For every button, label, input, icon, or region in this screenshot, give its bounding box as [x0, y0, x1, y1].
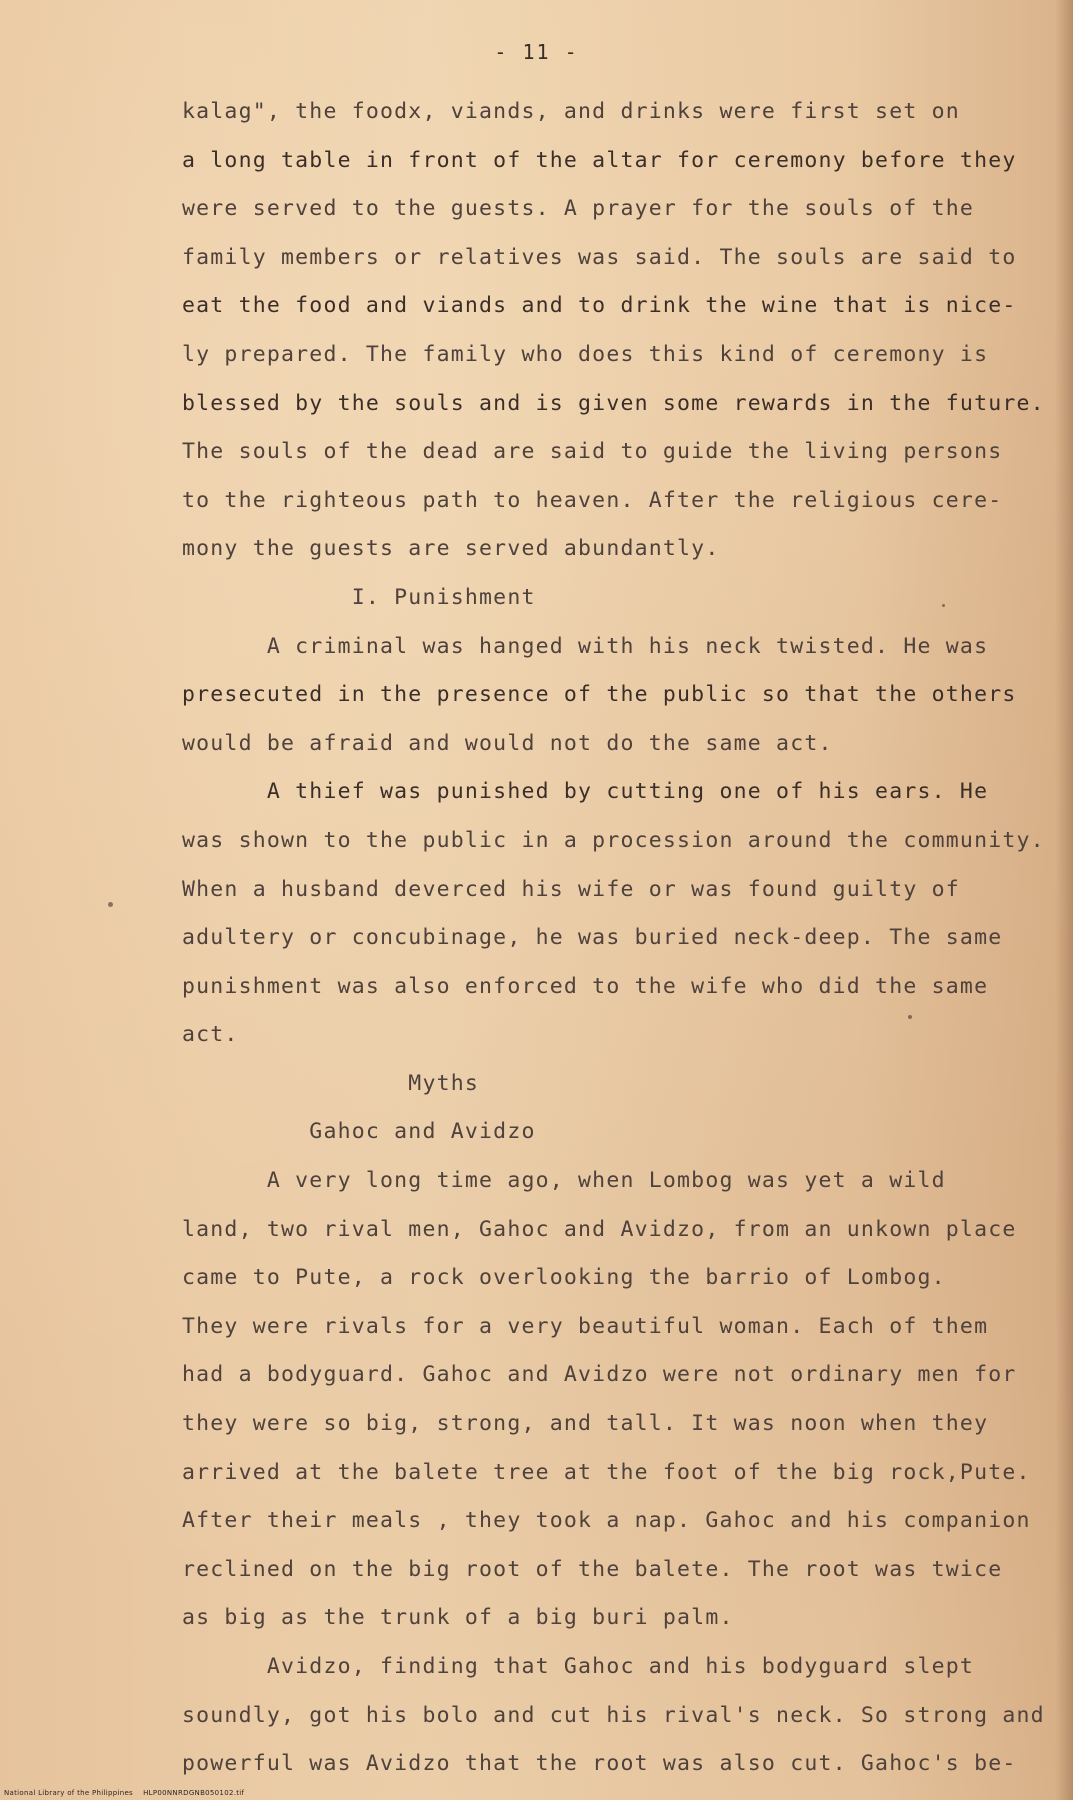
text-line: The souls of the dead are said to guide the living persons: [182, 439, 1003, 465]
section-heading-myths: Myths: [182, 1070, 480, 1096]
text-line: soundly, got his bolo and cut his rival's neck. So strong and: [182, 1702, 1045, 1728]
text-line: to the righteous path to heaven. After the religious cere-: [182, 487, 1003, 513]
story-title: Gahoc and Avidzo: [182, 1119, 536, 1145]
text-line: When a husband deverced his wife or was found guilty of: [182, 876, 960, 902]
text-line: were served to the guests. A prayer for the souls of the: [182, 196, 975, 222]
text-line: was shown to the public in a procession around the community.: [182, 827, 1045, 853]
paper-speck: [942, 604, 945, 607]
paper-speck: [908, 1015, 912, 1019]
text-line: would be afraid and would not do the same act.: [182, 730, 833, 756]
text-line: arrived at the balete tree at the foot of the big rock,Pute.: [182, 1459, 1031, 1485]
text-line: adultery or concubinage, he was buried neck-deep. The same: [182, 925, 1003, 951]
text-line: had a bodyguard. Gahoc and Avidzo were not ordinary men for: [182, 1362, 1017, 1388]
text-line: ly prepared. The family who does this kind of ceremony is: [182, 341, 989, 367]
text-line: mony the guests are served abundantly.: [182, 536, 720, 562]
text-line: powerful was Avidzo that the root was also cut. Gahoc's be-: [182, 1751, 1017, 1777]
paper-speck: [108, 902, 113, 907]
text-line: They were rivals for a very beautiful woman. Each of them: [182, 1313, 989, 1339]
text-line: act.: [182, 1022, 239, 1048]
text-line: Avidzo, finding that Gahoc and his bodyguard slept: [182, 1654, 975, 1679]
text-line: came to Pute, a rock overlooking the barrio of Lombog.: [182, 1265, 946, 1291]
text-line: reclined on the big root of the balete. The root was twice: [182, 1556, 1003, 1582]
page-edge-shadow: [1055, 0, 1073, 1800]
text-line: presecuted in the presence of the public so that the others: [182, 682, 1017, 708]
text-line: kalag", the foodx, viands, and drinks were first set on: [182, 99, 960, 124]
section-heading-punishment: I. Punishment: [182, 584, 536, 610]
text-line: After their meals , they took a nap. Gahoc and his companion: [182, 1508, 1031, 1534]
text-line: eat the food and viands and to drink the wine that is nice-: [182, 293, 1017, 319]
text-line: as big as the trunk of a big buri palm.: [182, 1605, 734, 1631]
text-line: a long table in front of the altar for ceremony before they: [182, 147, 1017, 173]
page-number: - 11 -: [494, 40, 579, 64]
text-line: punishment was also enforced to the wife who did the same: [182, 973, 989, 999]
text-line: A very long time ago, when Lombog was yet a wild: [182, 1168, 946, 1194]
text-line: family members or relatives was said. The souls are said to: [182, 244, 1017, 270]
text-line: they were so big, strong, and tall. It was noon when they: [182, 1411, 989, 1437]
archive-footer: National Library of the Philippines HLP00NNRDGNB050102.tif: [4, 1789, 245, 1797]
text-line: A criminal was hanged with his neck twisted. He was: [182, 633, 989, 659]
text-line: blessed by the souls and is given some rewards in the future.: [182, 390, 1045, 416]
text-line: A thief was punished by cutting one of his ears. He: [182, 779, 989, 805]
text-line: land, two rival men, Gahoc and Avidzo, from an unkown place: [182, 1216, 1017, 1242]
typewritten-body: [182, 88, 1045, 1789]
